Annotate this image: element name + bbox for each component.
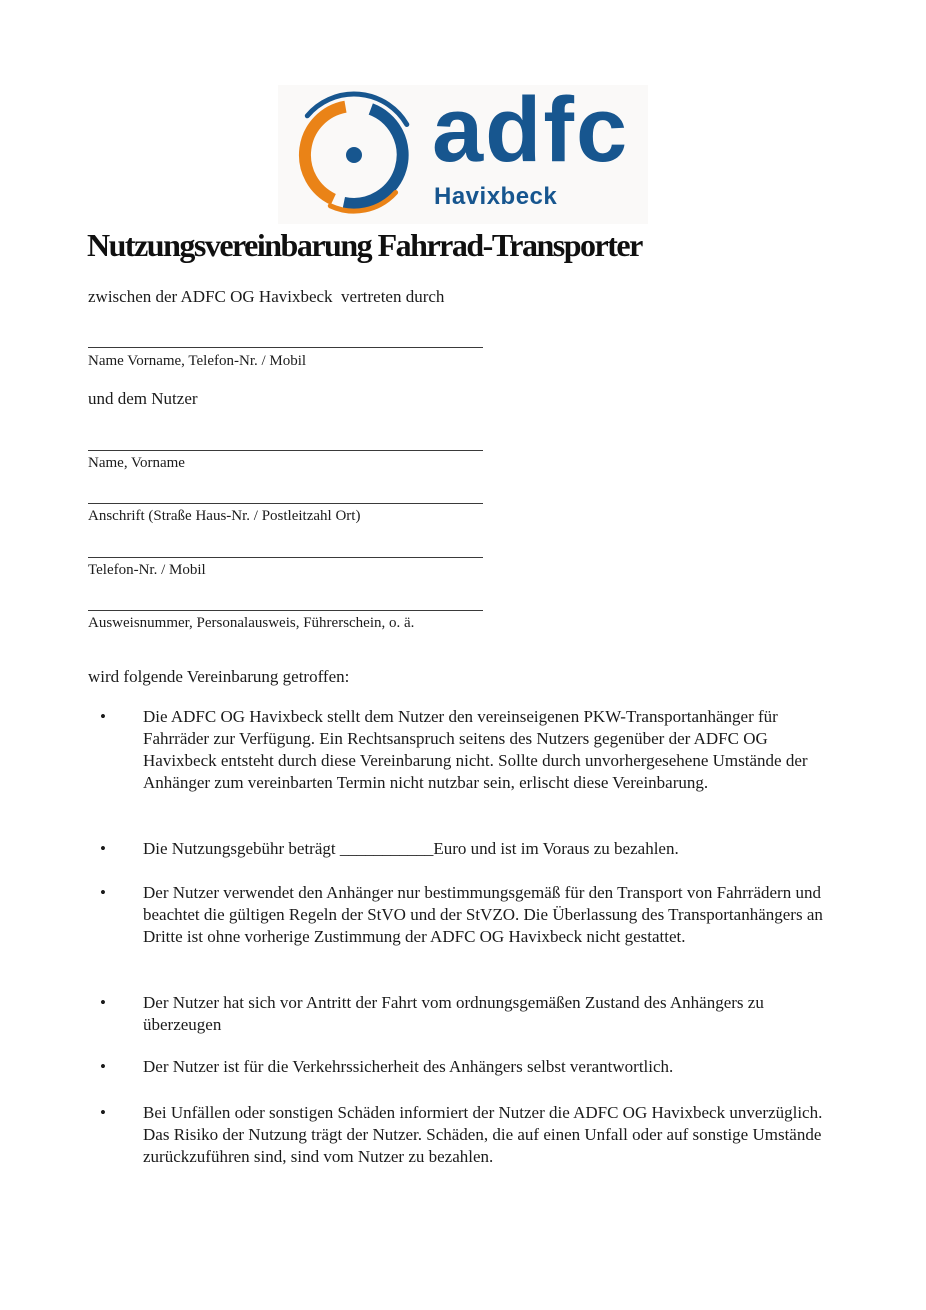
list-item-1 xyxy=(100,706,840,794)
agreement-lead-text: wird folgende Vereinbarung getroffen: xyxy=(88,667,350,686)
bullet-text-6: Bei Unfällen oder sonstigen Schäden informiert der Nutzer die ADFC OG Havixbeck unverzüglich. Das Risiko der Nutzung trägt der Nutzer. Schäden, die auf einen Unfall oder auf sonstige Umstände zurückzuführen sind, sind vom Nutzer zu bezahlen. xyxy=(143,1103,827,1166)
list-item-5 xyxy=(100,1056,840,1078)
connector-text: und dem Nutzer xyxy=(88,389,198,408)
intro-text: zwischen der ADFC OG Havixbeck vertreten durch xyxy=(88,287,445,306)
signature-line-phone xyxy=(88,557,483,558)
adfc-logo xyxy=(278,85,648,224)
wheel-hub-dot xyxy=(346,147,362,163)
signature-line-id xyxy=(88,610,483,611)
adfc-wheel-icon xyxy=(278,85,648,224)
bullet-text-2: Die Nutzungsgebühr beträgt ___________Euro und ist im Voraus zu bezahlen. xyxy=(143,839,679,858)
bullet-icon: • xyxy=(100,1057,106,1076)
bullet-icon: • xyxy=(100,1103,106,1122)
bullet-text-3: Der Nutzer verwendet den Anhänger nur bestimmungsgemäß für den Transport von Fahrrädern und beachtet die gültigen Regeln der StVO und der StVZO. Die Überlassung des Transportanhängers an Dritte ist ohne vorherige Zustimmung der ADFC OG Havixbeck nicht gestattet. xyxy=(143,883,828,946)
list-item-6 xyxy=(100,1102,840,1168)
bullet-icon: • xyxy=(100,993,106,1012)
document-title: Nutzungsvereinbarung Fahrrad-Transporter xyxy=(87,227,642,263)
bullet-text-5: Der Nutzer ist für die Verkehrssicherheit des Anhängers selbst verantwortlich. xyxy=(143,1057,674,1076)
field-label-phone: Telefon-Nr. / Mobil xyxy=(88,562,206,578)
list-item-2 xyxy=(100,838,840,860)
bullet-icon: • xyxy=(100,707,106,726)
bullet-icon: • xyxy=(100,839,106,858)
bullet-icon: • xyxy=(100,883,106,902)
field-label-id: Ausweisnummer, Personalausweis, Führerschein, o. ä. xyxy=(88,615,415,631)
logo-location-text: Havixbeck xyxy=(434,183,558,210)
field-label-name: Name, Vorname xyxy=(88,455,185,471)
logo-brand-text: adfc xyxy=(432,85,630,181)
bullet-text-4: Der Nutzer hat sich vor Antritt der Fahrt vom ordnungsgemäßen Zustand des Anhängers zu überzeugen xyxy=(143,993,769,1034)
signature-line-lender xyxy=(88,347,483,348)
signature-line-name xyxy=(88,450,483,451)
field-label-lender: Name Vorname, Telefon-Nr. / Mobil xyxy=(88,353,307,369)
list-item-4 xyxy=(100,992,840,1036)
list-item-3 xyxy=(100,882,840,948)
field-label-address: Anschrift (Straße Haus-Nr. / Postleitzahl Ort) xyxy=(88,508,361,524)
bullet-text-1: Die ADFC OG Havixbeck stellt dem Nutzer den vereinseigenen PKW-Transportanhänger für Fahrräder zur Verfügung. Ein Rechtsanspruch seitens des Nutzers gegenüber der ADFC OG Havixbeck entsteht durch diese Vereinbarung nicht. Sollte durch unvorhergesehene Umstände der Anhänger zum vereinbarten Termin nicht nutzbar sein, erlischt diese Vereinbarung. xyxy=(143,707,811,792)
signature-line-address xyxy=(88,503,483,504)
